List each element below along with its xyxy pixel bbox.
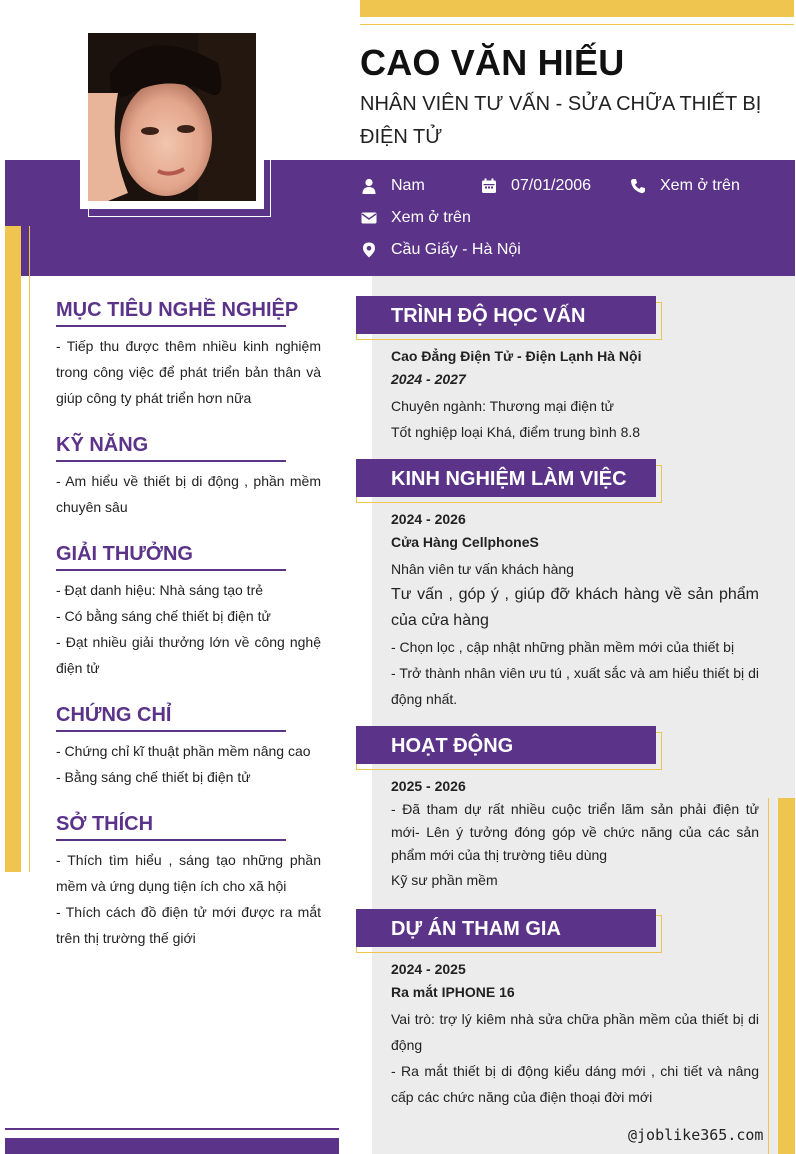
- left-accent-bar: [5, 226, 21, 872]
- experience-period: 2024 - 2026: [391, 511, 466, 527]
- calendar-icon: [481, 178, 497, 194]
- activities-block: [391, 775, 759, 893]
- bottom-accent-line: [5, 1128, 339, 1130]
- experience-company: Cửa Hàng CellphoneS: [391, 534, 539, 550]
- watermark: @joblike365.com: [628, 1126, 764, 1144]
- address-value: Cầu Giấy - Hà Nội: [391, 241, 521, 258]
- projects-name: Ra mắt IPHONE 16: [391, 984, 515, 1000]
- education-grade: Tốt nghiệp loại Khá, điểm trung bình 8.8: [391, 424, 641, 440]
- phone-icon: [630, 178, 646, 194]
- hobbies-rule: [56, 839, 286, 841]
- contact-gender: [361, 177, 425, 195]
- projects-period: 2024 - 2025: [391, 961, 466, 977]
- list-item: - Bằng sáng chế thiết bị điện tử: [56, 769, 251, 785]
- hobbies-list: [56, 847, 321, 951]
- projects-text: - Ra mắt thiết bị di động kiểu dáng mới , chi tiết và nâng cấp các chức năng của điện thoại đời mới: [391, 1063, 759, 1105]
- list-item: - Có bằng sáng chế thiết bị điện tử: [56, 608, 271, 624]
- candidate-name: CAO VĂN HIẾU: [360, 42, 625, 83]
- activities-role: Kỹ sư phần mềm: [391, 872, 498, 888]
- experience-position: Nhân viên tư vấn khách hàng: [391, 561, 574, 577]
- projects-title: DỰ ÁN THAM GIA: [356, 909, 656, 947]
- skills-title: KỸ NĂNG: [56, 434, 149, 456]
- objective-text: - Tiếp thu được thêm nhiều kinh nghiệm trong công việc để phát triển bản thân và giúp công ty phát triển hơn nữa: [56, 338, 321, 406]
- objective-title: MỤC TIÊU NGHỀ NGHIỆP: [56, 299, 299, 321]
- awards-list: [56, 577, 321, 681]
- left-accent-line: [29, 226, 30, 872]
- certificates-rule: [56, 730, 286, 732]
- education-title: TRÌNH ĐỘ HỌC VẤN: [356, 296, 656, 334]
- right-accent-bar: [778, 798, 795, 1154]
- education-school: Cao Đẳng Điện Tử - Điện Lạnh Hà Nội: [391, 348, 642, 364]
- avatar: [88, 33, 256, 201]
- gender-value: Nam: [391, 177, 425, 194]
- education-block: [391, 345, 759, 445]
- birthday-value: 07/01/2006: [511, 177, 592, 194]
- objective-rule: [56, 325, 286, 327]
- activities-title: HOẠT ĐỘNG: [356, 726, 656, 764]
- list-item: - Chọn lọc , cập nhật những phần mềm mới của thiết bị: [391, 639, 735, 655]
- skills-text: - Am hiểu về thiết bị di động , phần mềm chuyên sâu: [56, 473, 321, 515]
- contact-birthday: [481, 177, 591, 195]
- activities-period: 2025 - 2026: [391, 778, 466, 794]
- top-accent-line: [360, 24, 794, 25]
- list-item: - Đạt danh hiệu: Nhà sáng tạo trẻ: [56, 582, 264, 598]
- experience-block: [391, 508, 759, 712]
- projects-block: [391, 958, 759, 1110]
- list-item: - Trở thành nhân viên ưu tú , xuất sắc và am hiểu thiết bị di động nhất.: [391, 665, 759, 707]
- education-period: 2024 - 2027: [391, 371, 466, 387]
- list-item: - Thích cách đồ điện tử mới được ra mắt trên thị trường thế giới: [56, 904, 321, 946]
- projects-role: Vai trò: trợ lý kiêm nhà sửa chữa phần mềm của thiết bị di động: [391, 1011, 759, 1053]
- experience-title: KINH NGHIỆM LÀM VIỆC: [356, 459, 656, 497]
- phone-value: Xem ở trên: [660, 177, 740, 194]
- awards-rule: [56, 569, 286, 571]
- map-pin-icon: [361, 242, 377, 258]
- awards-title: GIẢI THƯỞNG: [56, 543, 193, 565]
- hobbies-title: SỞ THÍCH: [56, 813, 154, 835]
- job-title: NHÂN VIÊN TƯ VẤN - SỬA CHỮA THIẾT BỊ ĐIỆN TỬ: [360, 93, 762, 148]
- contact-email: [361, 209, 471, 227]
- user-icon: [361, 178, 377, 194]
- envelope-icon: [361, 210, 377, 226]
- contact-address: [361, 241, 521, 259]
- contact-phone: [630, 177, 740, 195]
- education-major: Chuyên ngành: Thương mại điện tử: [391, 398, 615, 414]
- certificates-list: [56, 738, 321, 790]
- list-item: - Đạt nhiều giải thưởng lớn về công nghệ điện tử: [56, 634, 321, 676]
- certificates-title: CHỨNG CHỈ: [56, 704, 172, 726]
- list-item: - Thích tìm hiểu , sáng tạo những phần mềm và ứng dụng tiện ích cho xã hội: [56, 852, 321, 894]
- right-accent-line: [768, 798, 769, 1154]
- bottom-accent-bar: [5, 1138, 339, 1154]
- activities-text: - Đã tham dự rất nhiều cuộc triển lãm sản phải điện tử mới- Lên ý tưởng đóng góp về chức năng của các sản phẩm mới của thị trường tiêu dùng: [391, 801, 759, 863]
- skills-rule: [56, 460, 286, 462]
- list-item: - Chứng chỉ kĩ thuật phần mềm nâng cao: [56, 743, 311, 759]
- email-value: Xem ở trên: [391, 209, 471, 226]
- experience-summary: Tư vấn , góp ý , giúp đỡ khách hàng về sản phẩm của cửa hàng: [391, 586, 759, 629]
- top-accent-bar: [360, 0, 794, 17]
